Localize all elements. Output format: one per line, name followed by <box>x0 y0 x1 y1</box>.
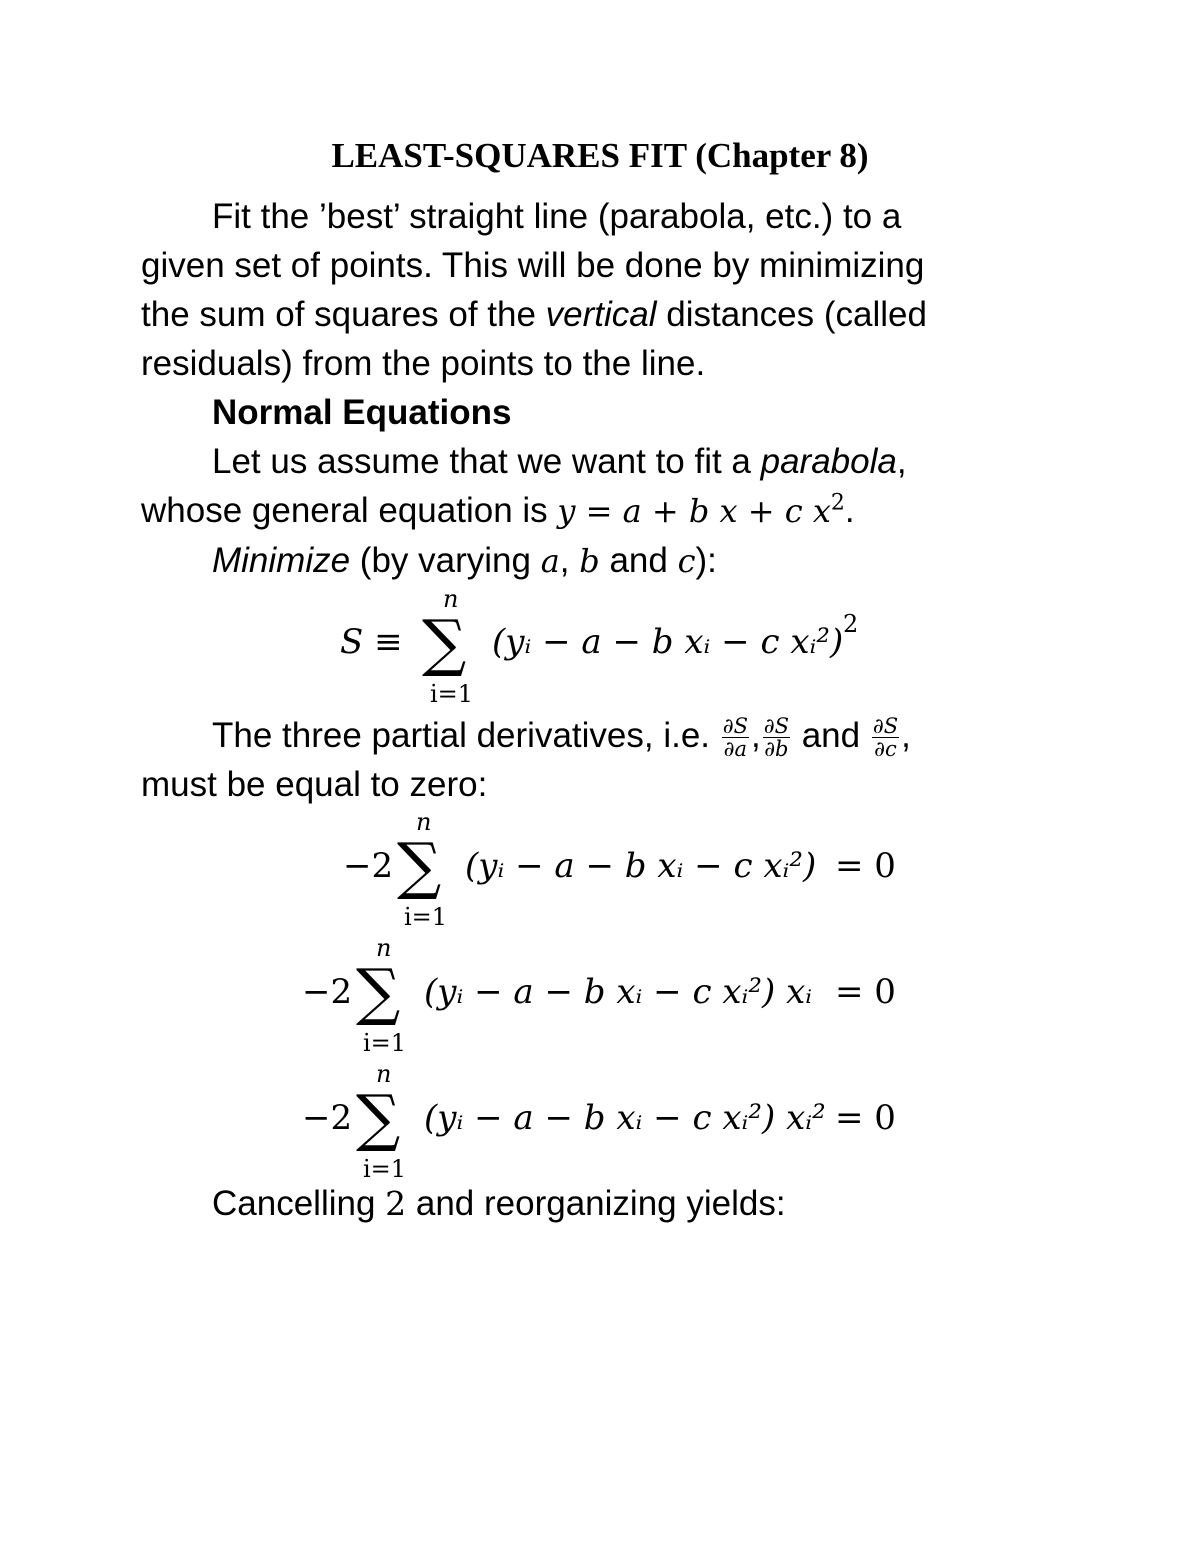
partials-text: and <box>791 715 870 755</box>
fraction-numerator: ∂S <box>872 714 899 738</box>
minimize-emphasis: Minimize <box>212 541 351 580</box>
upper-limit-text: n <box>443 585 459 613</box>
comma: , <box>901 715 911 755</box>
s-lhs <box>340 622 403 662</box>
fraction-denominator: ∂a <box>723 737 748 761</box>
intro-emphasis: vertical <box>545 295 657 334</box>
eq1-summand <box>465 846 816 886</box>
assume-text: whose general equation is <box>141 491 558 530</box>
partial-s-b <box>763 715 790 760</box>
summand-text: (yᵢ − a − b xᵢ − c xᵢ²) <box>424 972 776 1012</box>
intro-text: the sum of squares of the <box>141 295 546 334</box>
assume-text: , <box>896 442 907 481</box>
var-c: c <box>677 542 696 580</box>
exponent: 2 <box>830 490 845 516</box>
page-title: LEAST-SQUARES FIT (Chapter 8) <box>331 136 869 175</box>
intro-line-4: residuals) from the points to the line. <box>141 344 706 383</box>
fraction-numerator: ∂S <box>722 714 748 738</box>
sigma-icon: ∑ <box>397 829 442 902</box>
intro-text: distances (called <box>656 295 927 334</box>
closing-text: Cancelling <box>212 1184 386 1223</box>
eq3-coefficient: −2 <box>302 1098 353 1138</box>
eq1-rhs: = 0 <box>835 846 896 886</box>
assume-line-2 <box>141 491 855 531</box>
parabola-equation: y = a + b x + c x <box>557 492 831 530</box>
summand-text: (yᵢ − a − b xᵢ − c xᵢ²) <box>424 1098 776 1138</box>
eq2-summand <box>424 972 812 1012</box>
eq1-coefficient: −2 <box>343 846 394 886</box>
intro-line-3 <box>141 295 927 335</box>
var-b: b <box>579 542 600 580</box>
intro-line-1: Fit the ’best’ straight line (parabola, etc.) to a <box>212 197 902 236</box>
fraction-denominator: ∂b <box>764 737 789 761</box>
assume-text: . <box>844 491 855 530</box>
upper-limit-text: n <box>376 934 392 962</box>
eq2-lower-limit: i=1 <box>363 1029 407 1057</box>
section-heading: Normal Equations <box>212 393 512 432</box>
eq2-rhs: = 0 <box>835 972 896 1012</box>
s-definition: S ≡ <box>340 622 403 662</box>
summand-text: (yᵢ − a − b xᵢ − c xᵢ²) <box>492 622 844 662</box>
partial-s-a <box>722 715 749 760</box>
closing-line <box>212 1184 786 1224</box>
summand-text: (yᵢ − a − b xᵢ − c xᵢ²) <box>465 846 817 886</box>
minimize-text: , <box>559 541 580 580</box>
minimize-line <box>212 541 717 581</box>
intro-line-2: given set of points. This will be done by minimizing <box>141 246 925 285</box>
sigma-icon: ∑ <box>356 1081 401 1154</box>
assume-emphasis: parabola <box>760 442 897 481</box>
assume-text: Let us assume that we want to fit a <box>212 442 761 481</box>
minimize-text: ): <box>695 541 717 580</box>
closing-text: and reorganizing yields: <box>406 1184 786 1223</box>
assume-line-1 <box>212 442 907 482</box>
fraction-numerator: ∂S <box>763 714 789 738</box>
partials-line-2: must be equal to zero: <box>141 765 488 804</box>
partials-text: The three partial derivatives, i.e. <box>212 715 720 755</box>
var-a: a <box>540 542 560 580</box>
upper-limit-text: n <box>376 1060 392 1088</box>
sigma-icon: ∑ <box>356 955 401 1028</box>
eq1-lower-limit: i=1 <box>404 903 448 931</box>
s-power: 2 <box>843 610 859 638</box>
partial-s-c <box>872 715 899 760</box>
upper-limit-text: n <box>416 808 432 836</box>
minimize-text: (by varying <box>350 541 541 580</box>
sigma-icon: ∑ <box>422 606 467 679</box>
comma: , <box>751 715 761 755</box>
fraction-denominator: ∂c <box>874 737 897 761</box>
eq3-summand <box>424 1098 826 1138</box>
minimize-text: and <box>599 541 678 580</box>
sum-lower-limit: i=1 <box>430 680 474 708</box>
eq2-coefficient: −2 <box>302 972 353 1012</box>
eq3-rhs: = 0 <box>835 1098 896 1138</box>
closing-number: 2 <box>385 1184 407 1223</box>
summand-factor: xᵢ <box>786 972 813 1012</box>
eq3-lower-limit: i=1 <box>363 1155 407 1183</box>
partials-line-1 <box>212 715 911 760</box>
s-summand <box>492 622 843 662</box>
summand-factor: xᵢ² <box>786 1098 826 1138</box>
